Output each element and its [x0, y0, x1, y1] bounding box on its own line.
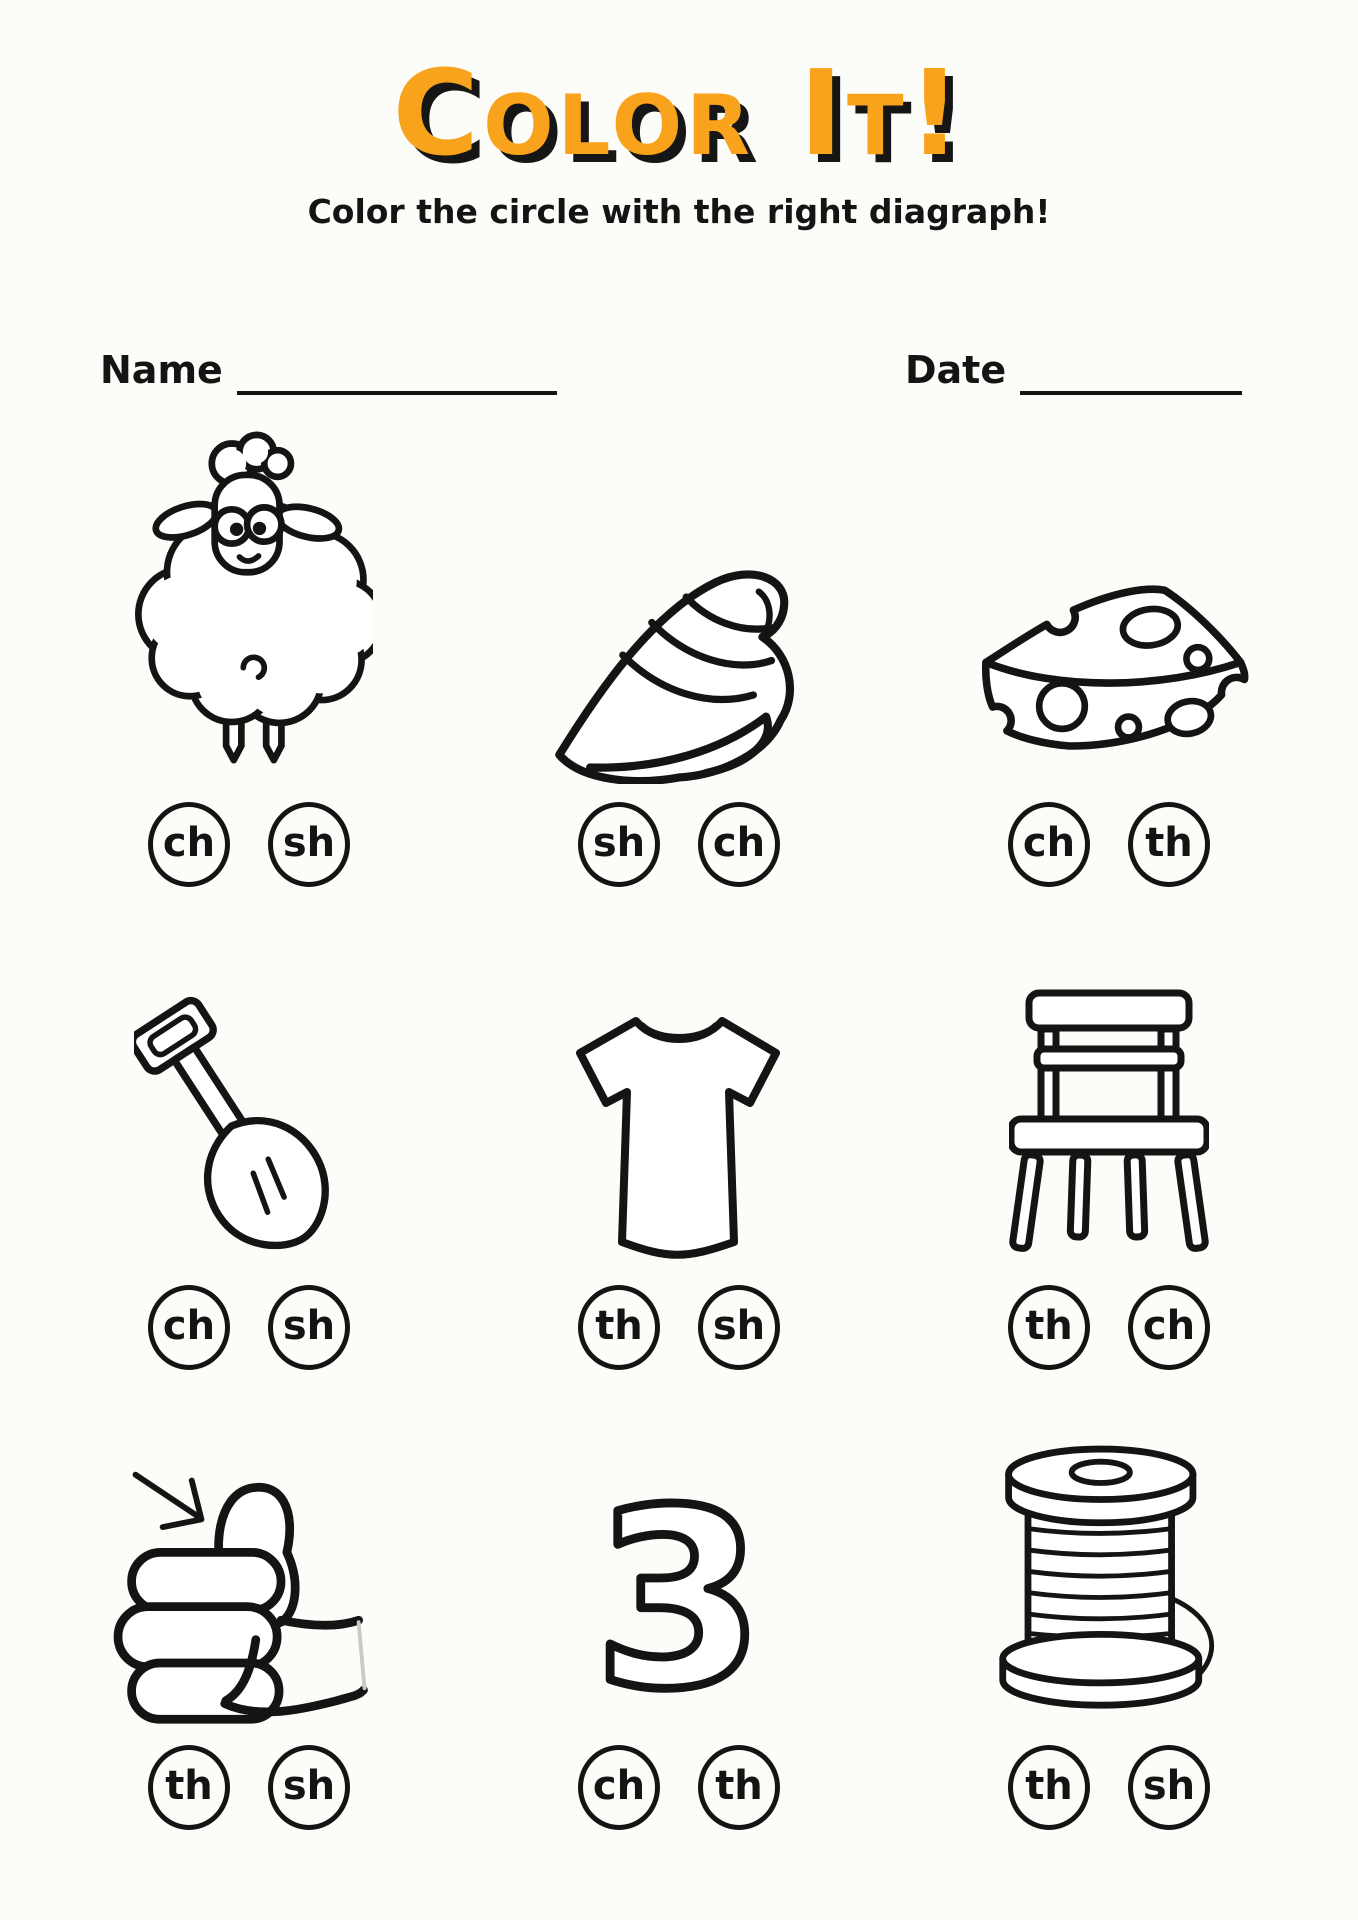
options-thumb: [148, 1745, 350, 1830]
options-thread: [1008, 1745, 1210, 1830]
options-shovel: [148, 1285, 350, 1370]
name-date-row: [0, 345, 1358, 409]
name-field: [100, 345, 557, 395]
digraph-option-circle[interactable]: ch: [1008, 802, 1090, 887]
digraph-option-circle[interactable]: th: [578, 1285, 660, 1370]
cell-shell: [464, 408, 894, 895]
options-chair: [1008, 1285, 1210, 1370]
cell-thread: [894, 1378, 1324, 1838]
digraph-option-circle[interactable]: sh: [268, 1285, 350, 1370]
thread-icon: [995, 1435, 1223, 1727]
digraph-option-circle[interactable]: th: [1128, 802, 1210, 887]
thumb-icon: [104, 1465, 394, 1727]
digraph-option-circle[interactable]: sh: [578, 802, 660, 887]
three-icon: [529, 1477, 829, 1727]
options-cheese: [1008, 802, 1210, 887]
digraph-option-circle[interactable]: sh: [1128, 1745, 1210, 1830]
options-shell: [578, 802, 780, 887]
cell-three: [464, 1378, 894, 1838]
options-shirt: [578, 1285, 780, 1370]
shirt-icon: [564, 1007, 794, 1267]
date-field: [905, 345, 1242, 395]
cell-shirt: [464, 895, 894, 1378]
digraph-option-circle[interactable]: ch: [148, 1285, 230, 1370]
cell-cheese: [894, 408, 1324, 895]
digraph-option-circle[interactable]: th: [1008, 1285, 1090, 1370]
digraph-option-circle[interactable]: ch: [1128, 1285, 1210, 1370]
digraph-option-circle[interactable]: ch: [698, 802, 780, 887]
digraph-option-circle[interactable]: ch: [578, 1745, 660, 1830]
date-label: Date: [905, 347, 1007, 392]
worksheet-grid: [34, 408, 1324, 1838]
digraph-option-circle[interactable]: sh: [268, 1745, 350, 1830]
date-input-line[interactable]: [1020, 345, 1242, 395]
cell-sheep: [34, 408, 464, 895]
name-label: Name: [100, 347, 223, 392]
page-subtitle: Color the circle with the right diagraph!: [307, 192, 1051, 231]
cell-shovel: [34, 895, 464, 1378]
name-input-line[interactable]: [237, 345, 557, 395]
cell-chair: [894, 895, 1324, 1378]
digraph-option-circle[interactable]: th: [148, 1745, 230, 1830]
digraph-option-circle[interactable]: ch: [148, 802, 230, 887]
digraph-option-circle[interactable]: sh: [698, 1285, 780, 1370]
digraph-option-circle[interactable]: th: [698, 1745, 780, 1830]
sheep-icon: [125, 412, 373, 784]
chair-icon: [1009, 987, 1209, 1267]
options-three: [578, 1745, 780, 1830]
shell-icon: [543, 557, 815, 784]
cell-thumb: [34, 1378, 464, 1838]
digraph-option-circle[interactable]: th: [1008, 1745, 1090, 1830]
shovel-icon: [134, 982, 364, 1267]
three-digit: 3: [593, 1477, 765, 1727]
digraph-option-circle[interactable]: sh: [268, 802, 350, 887]
cheese-icon: [967, 575, 1252, 784]
options-sheep: [148, 802, 350, 887]
page-title: Color It!: [392, 44, 966, 182]
